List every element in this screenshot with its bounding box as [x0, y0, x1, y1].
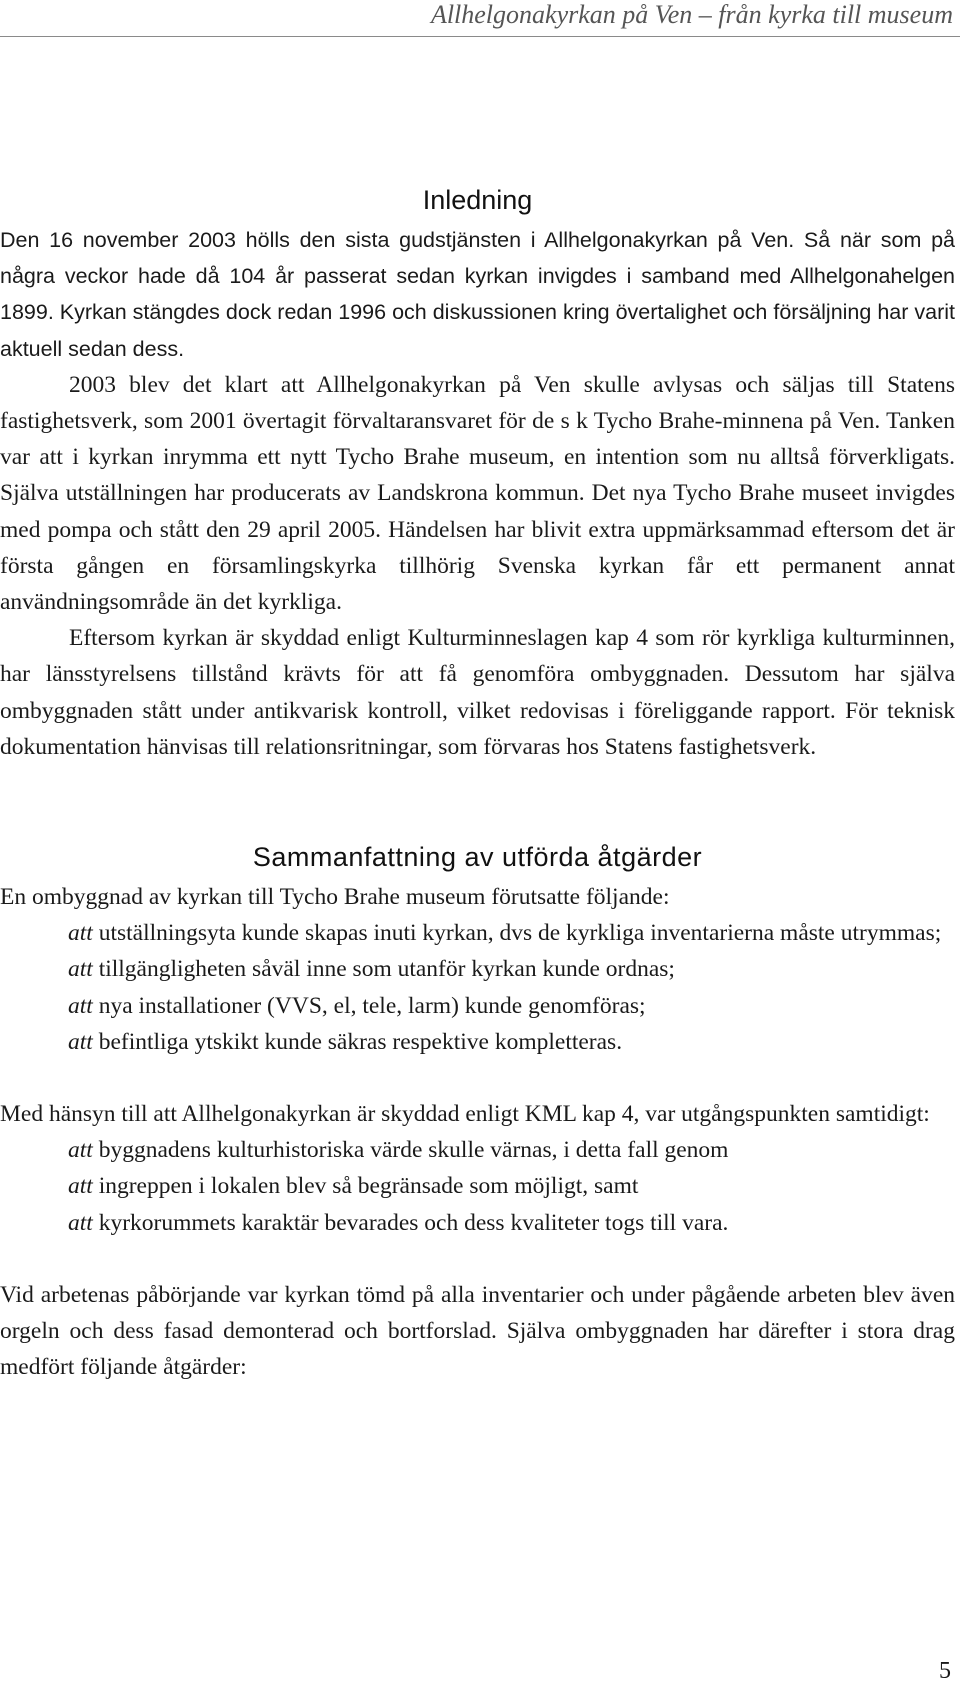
list-item — [68, 1024, 955, 1060]
att-word: att — [68, 992, 93, 1019]
list-item — [68, 951, 955, 987]
list-item — [68, 1132, 955, 1168]
list-item — [68, 1205, 955, 1241]
list-item-text: byggnadens kulturhistoriska värde skulle värnas, i detta fall genom — [98, 1137, 729, 1164]
list-item-text: ingreppen i lokalen blev så begränsade som möjligt, samt — [98, 1173, 639, 1200]
list-item-text: utställningsyta kunde skapas inuti kyrkan, dvs de kyrkliga inventarierna måste utrymmas; — [98, 920, 942, 947]
att-word: att — [68, 1028, 93, 1055]
list-item-text: nya installationer (VVS, el, tele, larm) kunde genomföras; — [98, 992, 646, 1019]
paragraph-kml: Med hänsyn till att Allhelgonakyrkan är skyddad enligt KML kap 4, var utgångspunkten samtidigt: — [0, 1101, 930, 1128]
paragraph-work-start: Vid arbetenas påbörjande var kyrkan tömd på alla inventarier och under pågående arbeten blev även orgeln och dess fasad demonterad och bortforslad. Själva ombyggnaden har därefter i stora drag medfört följande åtgärder: — [0, 1281, 955, 1381]
att-word: att — [68, 1137, 93, 1164]
header-divider — [0, 36, 960, 37]
list-item — [68, 1168, 955, 1204]
section-heading-inledning: Inledning — [422, 185, 533, 215]
list-item-text: befintliga ytskikt kunde säkras respektive kompletteras. — [98, 1028, 623, 1055]
att-word: att — [68, 1209, 93, 1236]
page-number: 5 — [939, 1658, 951, 1684]
att-word: att — [68, 1173, 93, 1200]
starting-points-list — [0, 1132, 955, 1241]
running-header-title: Allhelgonakyrkan på Ven – från kyrka till museum — [430, 0, 953, 29]
section-heading-sammanfattning: Sammanfattning av utförda åtgärder — [252, 842, 703, 873]
att-word: att — [68, 920, 93, 947]
paragraph-intro: Den 16 november 2003 hölls den sista gudstjänsten i Allhelgonakyrkan på Ven. Så när som på några veckor hade då 104 år passerat sedan kyrkan invigdes i samband med Allhelgonahelgen 1899. Kyrkan stängdes dock redan 1996 och diskussionen kring övertalighet och försäljning har varit aktuell sedan dess. — [0, 228, 955, 361]
list-item — [68, 988, 955, 1024]
paragraph-museum-history: 2003 blev det klart att Allhelgonakyrkan på Ven skulle avlysas och säljas till Statens fastighetsverk, som 2001 övertagit förvaltaransvaret för de s k Tycho Brahe-minnena på Ven. Tanken var att i kyrkan inrymma ett nytt Tycho Brahe museum, en intention som nu alltså förverkligats. Själva utställningen har producerats av Landskrona kommun. Det nya Tycho Brahe museet invigdes med pompa och stått den 29 april 2005. Händelsen har blivit extra uppmärksammad eftersom det är första gången en församlingskyrka tillhörig Svenska kyrkan får ett permanent annat användningsområde än det kyrkliga. — [0, 371, 955, 616]
list-item-text: kyrkorummets karaktär bevarades och dess kvaliteter togs till vara. — [98, 1209, 729, 1236]
att-word: att — [68, 956, 93, 983]
page-body — [0, 178, 955, 1385]
list-item — [68, 915, 955, 951]
paragraph-requirements-intro: En ombyggnad av kyrkan till Tycho Brahe museum förutsatte följande: — [0, 884, 670, 911]
paragraph-legal-protection: Eftersom kyrkan är skyddad enligt Kulturminneslagen kap 4 som rör kyrkliga kulturminnen, har länsstyrelsens tillstånd krävts för att få genomföra ombyggnaden. Dessutom har själva ombyggnaden stått under antikvarisk kontroll, vilket redovisas i föreliggande rapport. För teknisk dokumentation hänvisas till relationsritningar, som förvaras hos Statens fastighetsverk. — [0, 625, 955, 760]
requirements-list — [0, 915, 955, 1060]
list-item-text: tillgängligheten såväl inne som utanför kyrkan kunde ordnas; — [98, 956, 675, 983]
